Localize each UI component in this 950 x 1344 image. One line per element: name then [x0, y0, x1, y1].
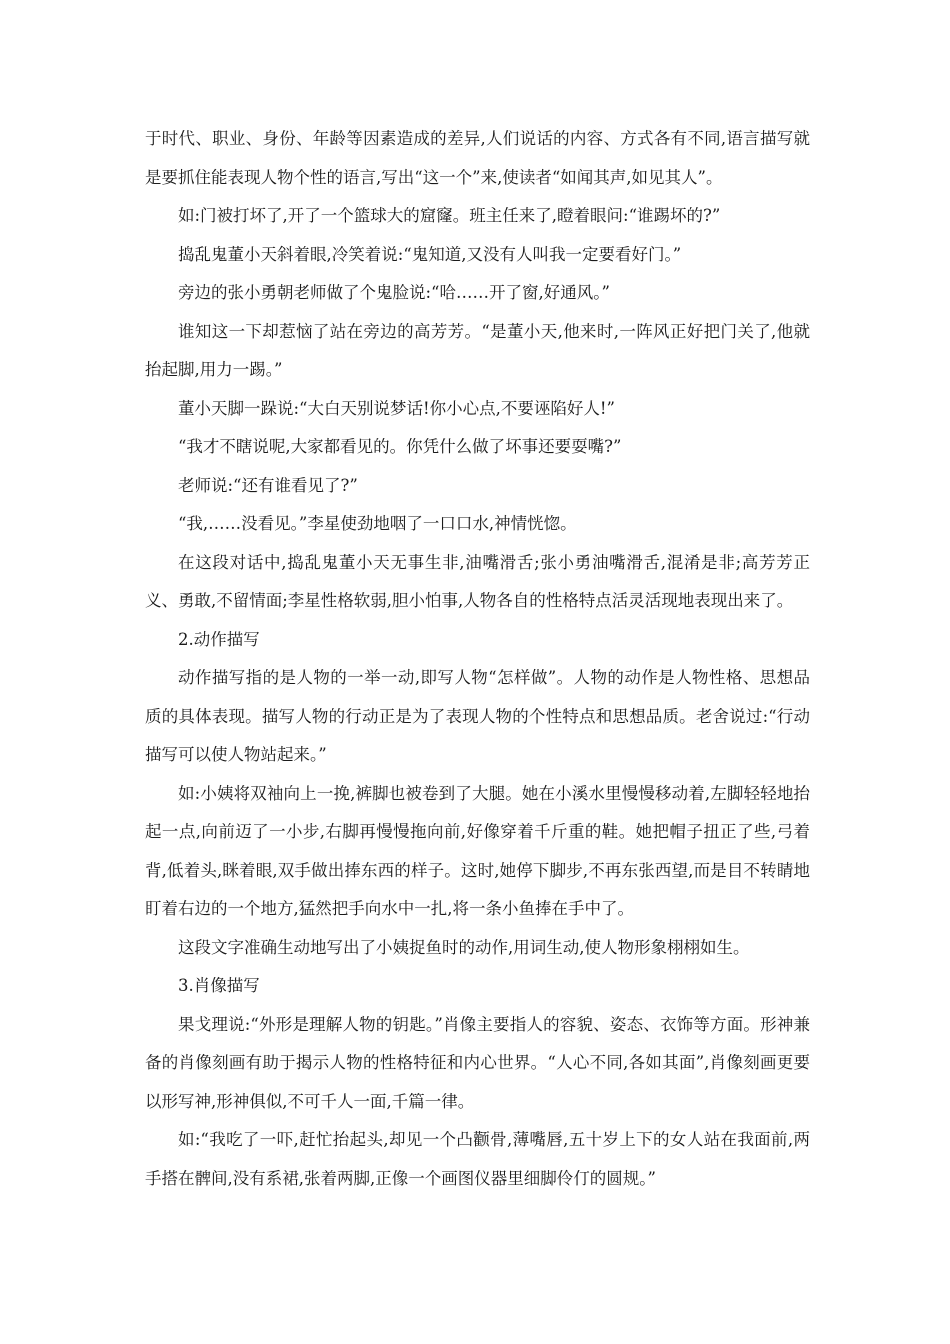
paragraph-example-aunt: 如:小姨将双袖向上一挽,裤脚也被卷到了大腿。她在小溪水里慢慢移动着,左脚轻轻地抬起一点,向前迈了一小步,右脚再慢慢拖向前,好像穿着千斤重的鞋。她把帽子扭正了些,弓着背,低着头,眯着眼,双手做出捧东西的样子。这时,她停下脚步,不再东张西望,而是目不转睛地盯着右边的一个地方,猛然把手向水中一扎,将一条小鱼捧在手中了。 [145, 783, 810, 918]
document-body [145, 120, 810, 1198]
paragraph-action-definition: 动作描写指的是人物的一举一动,即写人物“怎样做”。人物的动作是人物性格、思想品质的具体表现。描写人物的行动正是为了表现人物的个性特点和思想品质。老舍说过:“行动描写可以使人物站起来。” [145, 668, 810, 764]
heading-action-description: 2.动作描写 [178, 629, 260, 649]
paragraph-teacher-asks: 老师说:“还有谁看见了?” [178, 475, 358, 495]
paragraph-reply: “我才不瞎说呢,大家都看见的。你凭什么做了坏事还要耍嘴?” [178, 437, 622, 456]
paragraph-gao-fangfang: 谁知这一下却惹恼了站在旁边的高芳芳。“是董小天,他来时,一阵风正好把门关了,他就抬起脚,用力一踢。” [145, 321, 810, 379]
paragraph-portrait-definition: 果戈理说:“外形是理解人物的钥匙。”肖像主要指人的容貌、姿态、衣饰等方面。形神兼备的肖像刻画有助于揭示人物的性格特征和内心世界。“人心不同,各如其面”,肖像刻画更要以形写神,形神俱似,不可千人一面,千篇一律。 [145, 1014, 810, 1111]
paragraph-dong-stomps: 董小天脚一跺说:“大白天别说梦话!你小心点,不要诬陷好人!” [178, 398, 615, 418]
paragraph-example-door: 如:门被打坏了,开了一个篮球大的窟窿。班主任来了,瞪着眼问:“谁踢坏的?” [178, 206, 721, 225]
paragraph-dong-xiaotian: 捣乱鬼董小天斜着眼,冷笑着说:“鬼知道,又没有人叫我一定要看好门。” [178, 244, 682, 264]
paragraph-action-analysis: 这段文字准确生动地写出了小姨捉鱼时的动作,用词生动,使人物形象栩栩如生。 [178, 937, 750, 957]
heading-portrait-description: 3.肖像描写 [178, 976, 260, 995]
paragraph-zhang-xiaoyong: 旁边的张小勇朝老师做了个鬼脸说:“哈……开了窗,好通风。” [178, 283, 610, 302]
paragraph-li-xing: “我,……没看见。”李星使劲地咽了一口口水,神情恍惚。 [178, 514, 577, 533]
paragraph-dialogue-analysis: 在这段对话中,捣乱鬼董小天无事生非,油嘴滑舌;张小勇油嘴滑舌,混淆是非;高芳芳正义、勇敢,不留情面;李星性格软弱,胆小怕事,人物各自的性格特点活灵活现地表现出来了。 [145, 552, 810, 610]
paragraph-speech-intro: 于时代、职业、身份、年龄等因素造成的差异,人们说话的内容、方式各有不同,语言描写就是要抓住能表现人物个性的语言,写出“这一个”来,使读者“如闻其声,如见其人”。 [145, 129, 810, 187]
paragraph-example-compass: 如:“我吃了一吓,赶忙抬起头,却见一个凸颧骨,薄嘴唇,五十岁上下的女人站在我面前,两手搭在髀间,没有系裙,张着两脚,正像一个画图仪器里细脚伶仃的圆规。” [145, 1130, 810, 1188]
